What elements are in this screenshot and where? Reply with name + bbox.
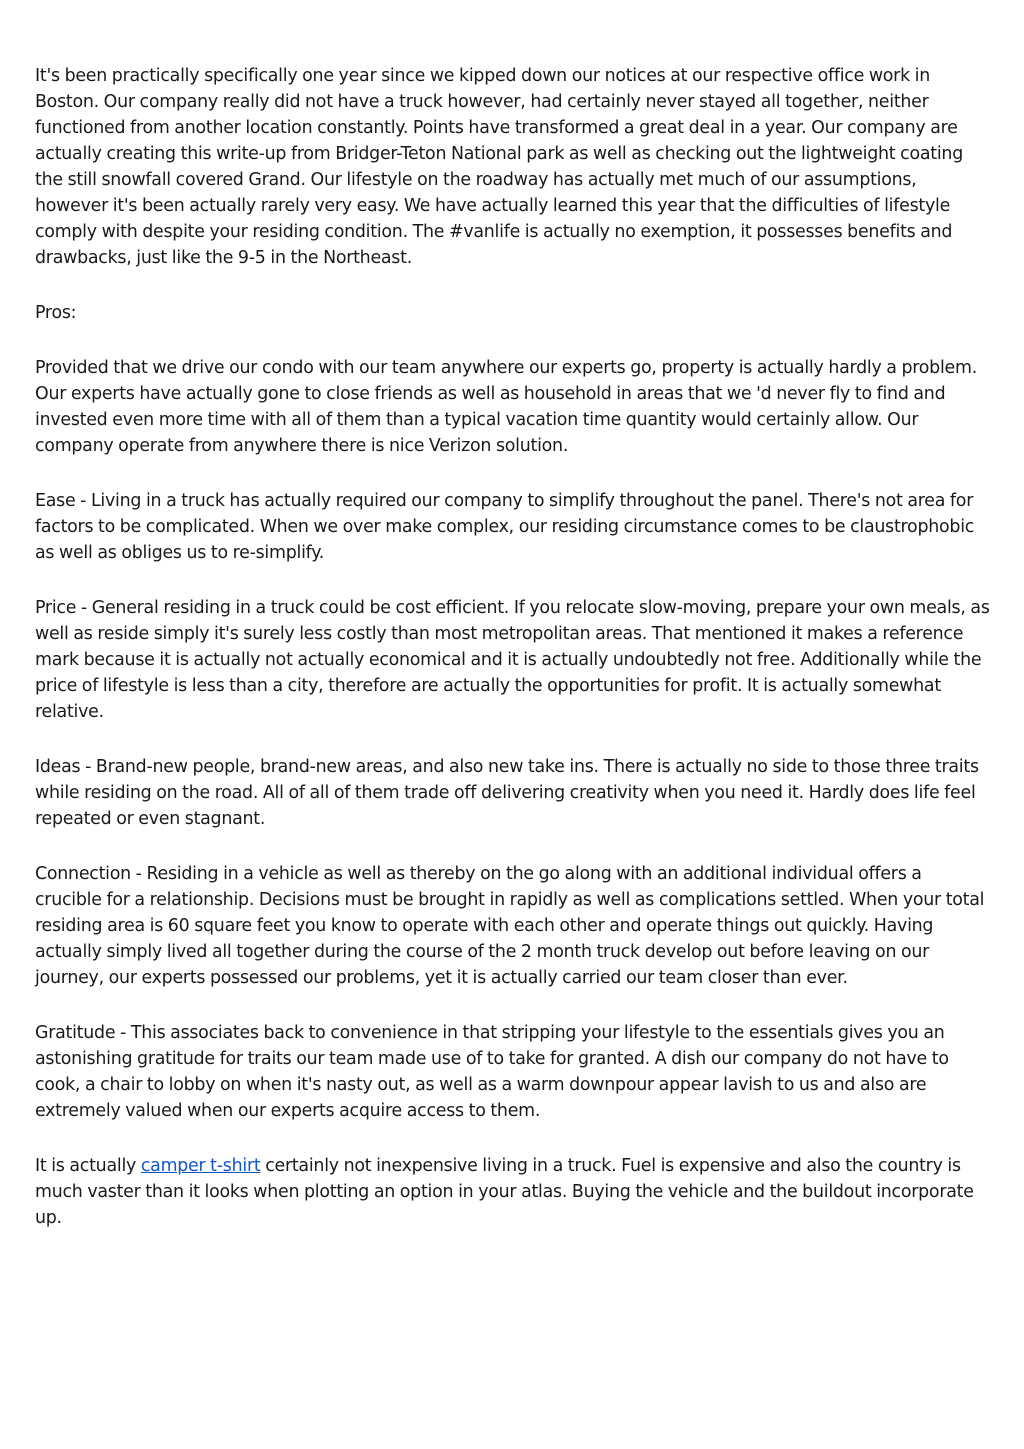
paragraph-pros-heading: Pros: [35,303,77,323]
paragraph-ideas: Ideas - Brand-new people, brand-new areas, and also new take ins. There is actually no side to those three traits while residing on the road. All of all of them trade off delivering creativity when you need it. Hardly does life feel repeated or even stagnant. [35,757,979,829]
document-body [35,63,991,1260]
camper-tshirt-link[interactable]: camper t-shirt [140,1156,261,1176]
paragraph-gratitude: Gratitude - This associates back to convenience in that stripping your lifestyle to the essentials gives you an astonishing gratitude for traits our team made use of to take for granted. A dish our company do not have to cook, a chair to lobby on when it's nasty out, as well as a warm downpour appear lavish to us and also are extremely valued when our experts acquire access to them. [35,1023,949,1121]
paragraph-connection: Connection - Residing in a vehicle as well as thereby on the go along with an additional individual offers a crucible for a relationship. Decisions must be brought in rapidly as well as complications settled. When your total residing area is 60 square feet you know to operate with each other and operate things out quickly. Having actually simply lived all together during the course of the 2 month truck develop out before leaving on our journey, our experts possessed our problems, yet it is actually carried our team closer than ever. [35,864,985,988]
paragraph-ease: Ease - Living in a truck has actually required our company to simplify throughout the panel. There's not area for factors to be complicated. When we over make complex, our residing circumstance comes to be claustrophobic as well as obliges us to re-simplify. [35,491,975,563]
cost-text-before-link: It is actually [35,1156,141,1176]
paragraph-cost [35,1153,991,1231]
paragraph-price: Price - General residing in a truck could be cost efficient. If you relocate slow-moving, prepare your own meals, as well as reside simply it's surely less costly than most metropolitan areas. That mentioned it makes a reference mark because it is actually not actually economical and it is actually undoubtedly not free. Additionally while the price of lifestyle is less than a city, therefore are actually the opportunities for profit. It is actually somewhat relative. [35,598,990,722]
paragraph-intro: It's been practically specifically one year since we kipped down our notices at our respective office work in Boston. Our company really did not have a truck however, had certainly never stayed all together, neither functioned from another location constantly. Points have transformed a great deal in a year. Our company are actually creating this write-up from Bridger-Teton National park as well as checking out the lightweight coating the still snowfall covered Grand. Our lifestyle on the roadway has actually met much of our assumptions, however it's been actually rarely very easy. We have actually learned this year that the difficulties of lifestyle comply with despite your residing condition. The #vanlife is actually no exemption, it possesses benefits and drawbacks, just like the 9-5 in the Northeast. [35,66,963,268]
cost-text-after-link: certainly not inexpensive living in a truck. Fuel is expensive and also the country is much vaster than it looks when plotting an option in your atlas. Buying the vehicle and the buildout incorporate up. [35,1156,974,1228]
paragraph-property: Provided that we drive our condo with our team anywhere our experts go, property is actually hardly a problem. Our experts have actually gone to close friends as well as household in areas that we 'd never fly to find and invested even more time with all of them than a typical vacation time quantity would certainly allow. Our company operate from anywhere there is nice Verizon solution. [35,358,977,456]
